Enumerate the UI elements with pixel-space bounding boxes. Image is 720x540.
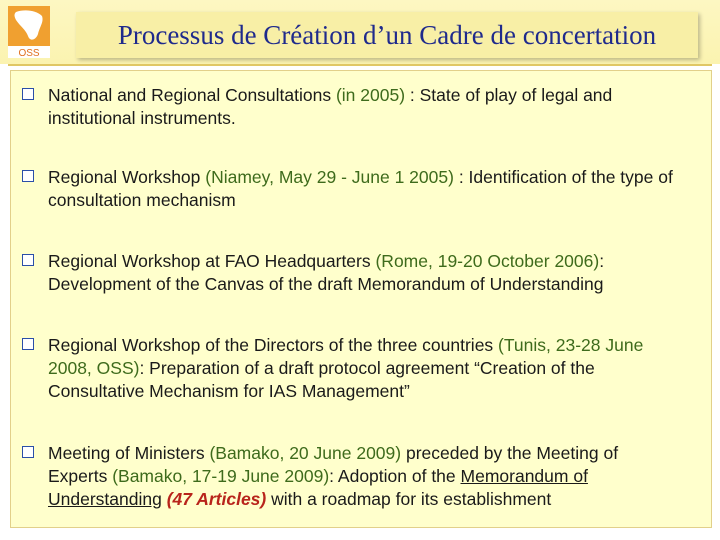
checkbox-bullet-icon (22, 338, 34, 350)
checkbox-bullet-icon (22, 88, 34, 100)
checkbox-bullet-icon (22, 254, 34, 266)
header-divider (8, 64, 712, 66)
checkbox-bullet-icon (22, 170, 34, 182)
list-item: Meeting of Ministers (Bamako, 20 June 2009) preceded by the Meeting of Experts (Bamako, 17-19 June 2009): Adoption of the Memorandum of Understanding (47 Articles) with a roadmap for its establishment (22, 442, 682, 511)
memorandum-link[interactable]: Memorandum of Understanding (48, 466, 588, 509)
list-item: Regional Workshop (Niamey, May 29 - June 1 2005) : Identification of the type of consultation mechanism (22, 166, 682, 212)
checkbox-bullet-icon (22, 446, 34, 458)
list-item: Regional Workshop at FAO Headquarters (Rome, 19-20 October 2006): Development of the Canvas of the draft Memorandum of Understanding (22, 250, 682, 296)
title-box (76, 12, 698, 58)
list-item: Regional Workshop of the Directors of the three countries (Tunis, 23-28 June 2008, OSS): Preparation of a draft protocol agreement “Creation of the Consultative Mechanism for IAS Management” (22, 334, 682, 403)
logo-text: OSS (18, 48, 40, 59)
list-item: National and Regional Consultations (in 2005) : State of play of legal and institutional instruments. (22, 84, 682, 130)
oss-logo (6, 4, 52, 60)
page-title: Processus de Création d’un Cadre de concertation (117, 19, 657, 50)
